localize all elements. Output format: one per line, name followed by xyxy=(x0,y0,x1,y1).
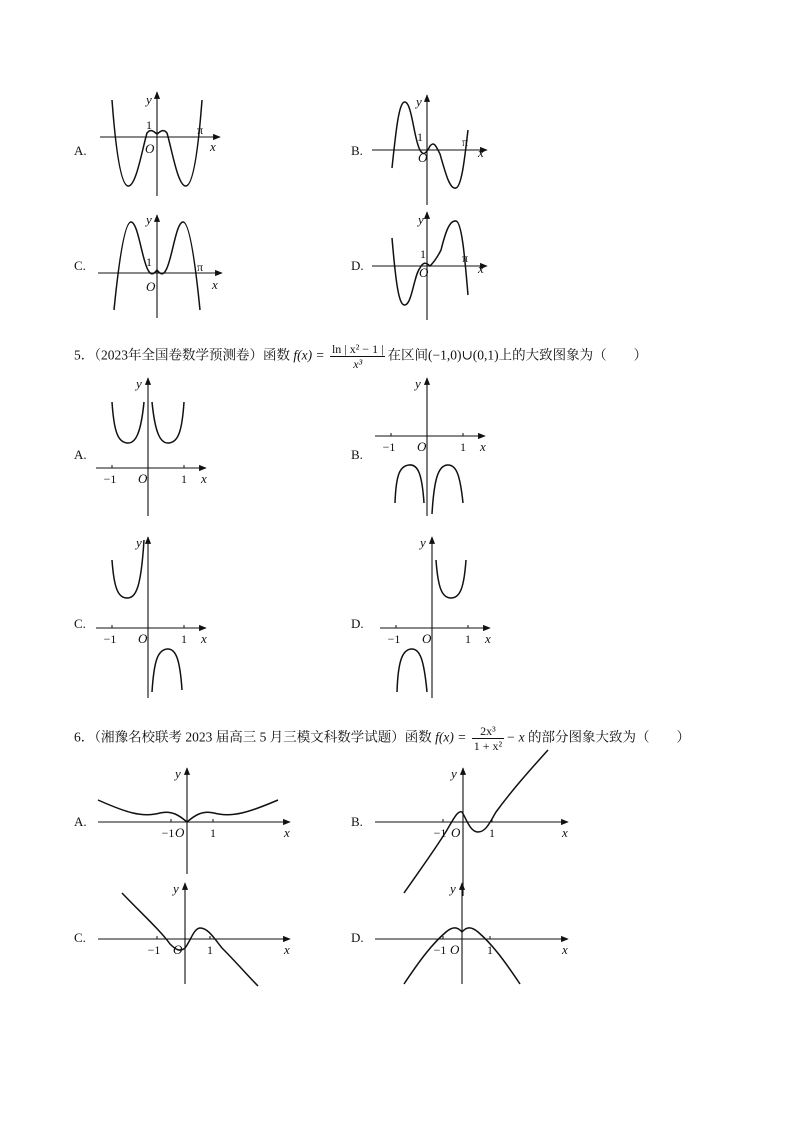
q4-d-pi-label: π xyxy=(462,251,469,265)
q6-denominator: 1 + x² xyxy=(473,739,503,753)
q6-b-neg-one-label: −1 xyxy=(433,826,447,840)
q4-c-pi-label: π xyxy=(197,260,204,274)
q4-a-letter: A. xyxy=(74,143,87,158)
q6-b-x-label: x xyxy=(562,825,568,840)
q4-a-y-label: y xyxy=(146,92,152,107)
q5-b-y-label: y xyxy=(415,376,421,391)
q6-c-pos-one-label: 1 xyxy=(207,943,213,957)
q5-c-y-label: y xyxy=(136,535,142,550)
q6-func-lhs: f(x) = xyxy=(435,729,467,745)
q4-b-letter: B. xyxy=(351,143,363,158)
q5-source: （2023年全国卷数学预测卷）函数 xyxy=(94,347,290,363)
q4-c-origin-label: O xyxy=(146,279,156,294)
q4-d-curve xyxy=(392,221,468,305)
q5-tail: 上的大致图象为（ ） xyxy=(498,347,648,363)
q4-a-one-label: 1 xyxy=(146,118,152,132)
q6-a-letter: A. xyxy=(74,814,87,829)
q6-a-neg-one-label: −1 xyxy=(161,826,175,840)
q6-c-letter: C. xyxy=(74,930,86,945)
q4-c-one-label: 1 xyxy=(146,255,152,269)
q5-a-neg-one-label: −1 xyxy=(103,472,117,486)
q5-d-letter: D. xyxy=(351,616,364,631)
q6-d-y-label: y xyxy=(450,881,456,896)
q5-d-neg-one-label: −1 xyxy=(387,632,401,646)
q4-d-origin-label: O xyxy=(419,265,429,280)
q4-d-one-label: 1 xyxy=(420,247,426,261)
q5-a-pos-one-label: 1 xyxy=(181,472,187,486)
q6-c-neg-one-label: −1 xyxy=(147,943,161,957)
q5-c-origin-label: O xyxy=(138,631,148,646)
q4-d-y-label: y xyxy=(418,212,424,227)
q5-c-pos-one-label: 1 xyxy=(181,632,187,646)
q4-b-origin-label: O xyxy=(418,150,428,165)
q5-a-y-label: y xyxy=(136,376,142,391)
q6-source: （湘豫名校联考 2023 届高三 5 月三模文科数学试题）函数 xyxy=(94,729,432,745)
q5-c-curve-2 xyxy=(152,649,182,692)
q5-interval: (−1,0)∪(0,1) xyxy=(427,347,499,363)
q4-b-y-label: y xyxy=(416,94,422,109)
q5-a-curve-1 xyxy=(112,402,144,443)
q5-number: 5． xyxy=(74,347,95,363)
q6-minus: − x xyxy=(506,729,525,745)
q6-b-pos-one-label: 1 xyxy=(489,826,495,840)
q5-d-curve-2 xyxy=(436,560,466,598)
q5-d-x-label: x xyxy=(485,631,491,646)
q4-c-y-label: y xyxy=(146,212,152,227)
q5-func-lhs: f(x) = xyxy=(293,347,325,363)
q6-d-origin-label: O xyxy=(450,942,460,957)
q5-b-x-label: x xyxy=(480,439,486,454)
q5-middle: 在区间 xyxy=(387,347,428,363)
q4-c-letter: C. xyxy=(74,258,86,273)
q4-b-one-label: 1 xyxy=(417,130,423,144)
q6-tail: 的部分图象大致为（ ） xyxy=(527,729,690,745)
q4-a-x-label: x xyxy=(210,139,216,154)
q6-a-pos-one-label: 1 xyxy=(210,826,216,840)
q5-d-curve-1 xyxy=(397,649,427,692)
q6-number: 6． xyxy=(74,729,95,745)
q5-b-letter: B. xyxy=(351,447,363,462)
q5-b-curve-1 xyxy=(395,465,424,503)
q5-numerator: ln | x² − 1 | xyxy=(331,342,384,356)
q5-d-origin-label: O xyxy=(422,631,432,646)
q6-d-pos-one-label: 1 xyxy=(487,943,493,957)
q5-a-origin-label: O xyxy=(138,471,148,486)
q5-d-pos-one-label: 1 xyxy=(465,632,471,646)
q5-c-letter: C. xyxy=(74,616,86,631)
q4-b-pi-label: π xyxy=(462,135,469,149)
q6-d-neg-one-label: −1 xyxy=(433,943,447,957)
q6-a-curve xyxy=(98,800,278,822)
q6-c-x-label: x xyxy=(284,942,290,957)
q6-c-origin-label: O xyxy=(173,942,183,957)
q6-b-origin-label: O xyxy=(451,825,461,840)
q6-b-y-label: y xyxy=(451,766,457,781)
q5-b-pos-one-label: 1 xyxy=(460,440,466,454)
q6-a-y-label: y xyxy=(175,766,181,781)
q4-d-letter: D. xyxy=(351,258,364,273)
q5-b-origin-label: O xyxy=(417,439,427,454)
q5-d-y-label: y xyxy=(420,535,426,550)
q6-b-letter: B. xyxy=(351,814,363,829)
q4-b-x-label: x xyxy=(478,145,484,160)
q4-a-origin-label: O xyxy=(145,141,155,156)
q6-d-letter: D. xyxy=(351,930,364,945)
q5-a-x-label: x xyxy=(201,471,207,486)
q5-a-curve-2 xyxy=(152,402,184,443)
q5-a-letter: A. xyxy=(74,447,87,462)
q4-d-x-label: x xyxy=(478,261,484,276)
q6-a-x-label: x xyxy=(284,825,290,840)
q6-a-origin-label: O xyxy=(175,825,185,840)
q5-c-x-label: x xyxy=(201,631,207,646)
q4-a-pi-label: π xyxy=(197,123,204,137)
q6-d-x-label: x xyxy=(562,942,568,957)
q4-c-x-label: x xyxy=(212,277,218,292)
q6-numerator: 2x³ xyxy=(472,724,504,739)
q6-c-y-label: y xyxy=(173,881,179,896)
q5-b-curve-2 xyxy=(432,465,463,514)
q5-denominator: x³ xyxy=(353,357,363,371)
q5-b-neg-one-label: −1 xyxy=(382,440,396,454)
q5-c-neg-one-label: −1 xyxy=(103,632,117,646)
q4-b-curve xyxy=(392,102,468,188)
